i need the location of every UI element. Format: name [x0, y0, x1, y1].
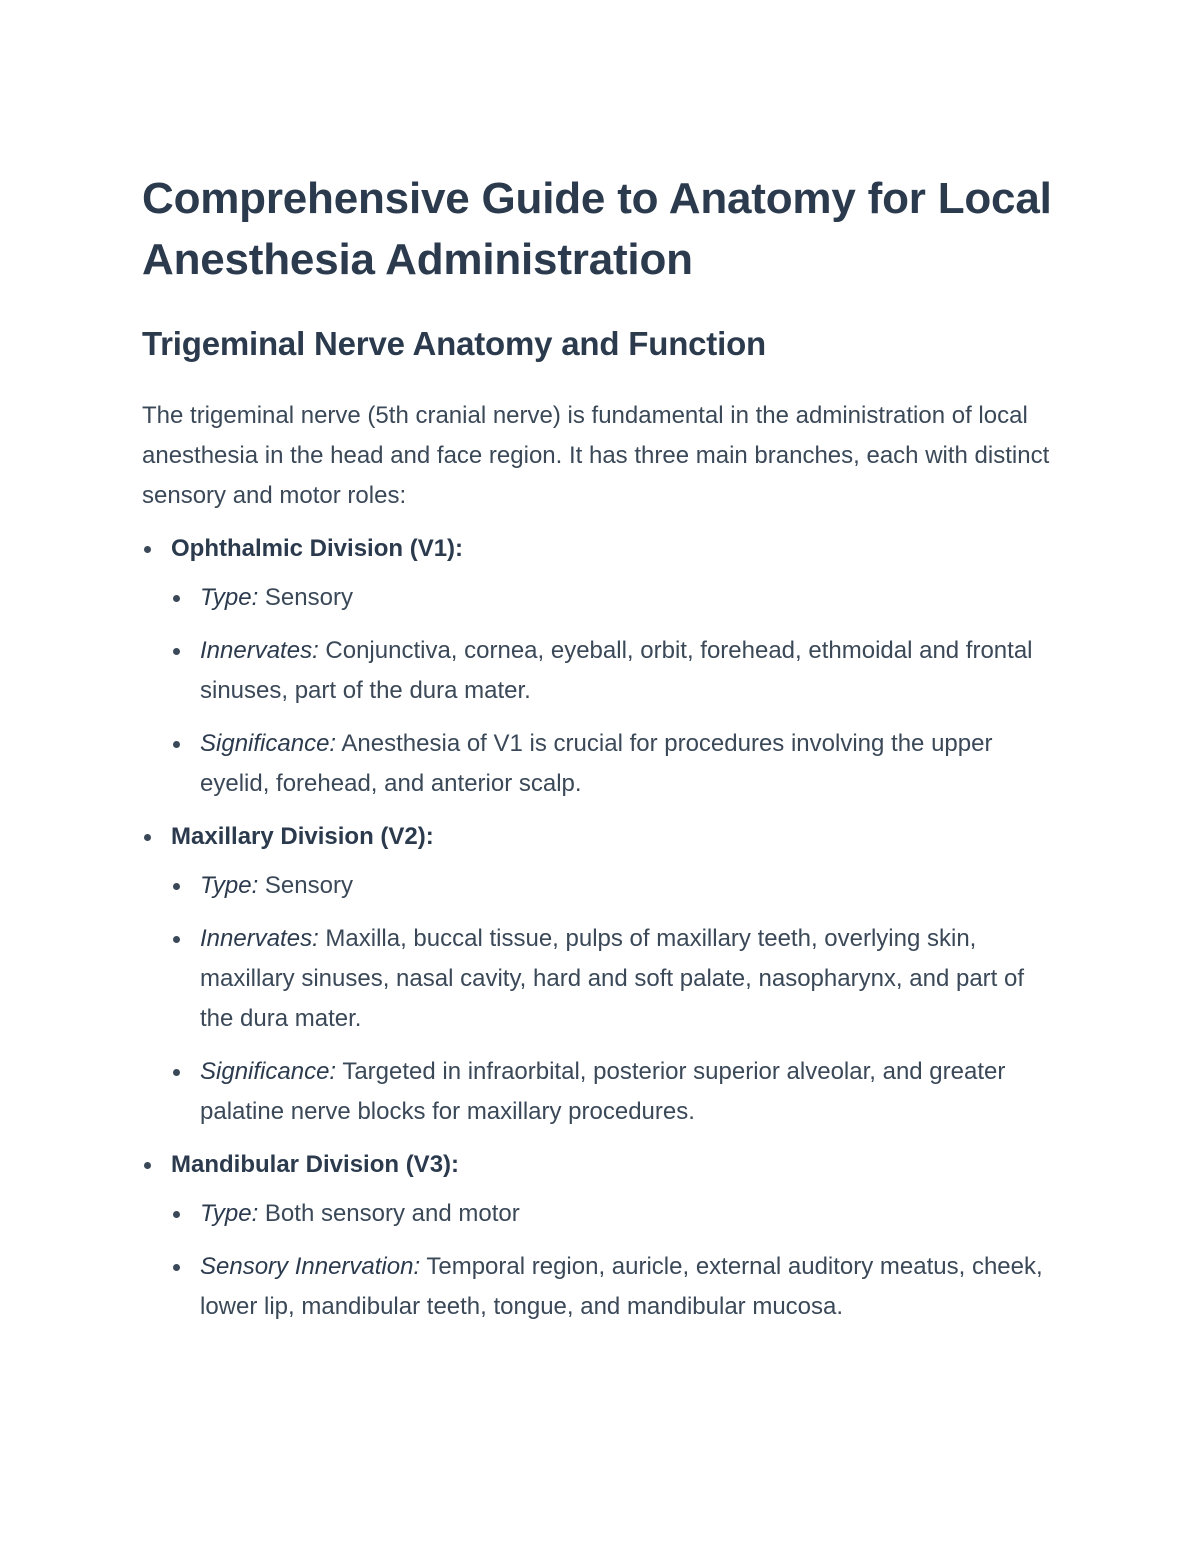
bullet-icon — [173, 1211, 180, 1218]
detail-label: Type: — [200, 1200, 259, 1227]
bullet-icon — [173, 883, 180, 890]
division-details — [171, 1194, 1062, 1327]
detail-text: Conjunctiva, cornea, eyeball, orbit, forehead, ethmoidal and frontal sinuses, part of the dura mater. — [200, 637, 1033, 704]
detail-label: Sensory Innervation: — [200, 1253, 421, 1280]
document-page — [142, 168, 1062, 1340]
division-list — [142, 529, 1062, 1327]
bullet-icon — [173, 595, 180, 602]
detail-item-type — [171, 578, 1062, 618]
division-title: Ophthalmic Division (V1): — [171, 535, 464, 562]
section-heading: Trigeminal Nerve Anatomy and Function — [142, 325, 766, 362]
bullet-icon — [173, 1264, 180, 1271]
division-item-v1 — [142, 529, 1062, 804]
detail-label: Significance: — [200, 730, 337, 757]
bullet-icon — [173, 1069, 180, 1076]
detail-item-innervates — [171, 919, 1062, 1039]
detail-label: Innervates: — [200, 925, 319, 952]
detail-item-significance — [171, 724, 1062, 804]
detail-label: Type: — [200, 872, 259, 899]
detail-text: Both sensory and motor — [264, 1200, 520, 1227]
division-title: Maxillary Division (V2): — [171, 823, 434, 850]
division-item-v3 — [142, 1145, 1062, 1327]
page-title: Comprehensive Guide to Anatomy for Local Anesthesia Administration — [142, 174, 1052, 284]
detail-text: Sensory — [264, 872, 353, 899]
detail-text: Temporal region, auricle, external auditory meatus, cheek, lower lip, mandibular teeth, tongue, and mandibular mucosa. — [200, 1253, 1043, 1320]
detail-item-innervates — [171, 631, 1062, 711]
detail-label: Significance: — [200, 1058, 337, 1085]
division-title: Mandibular Division (V3): — [171, 1151, 460, 1178]
division-details — [171, 866, 1062, 1132]
detail-label: Innervates: — [200, 637, 319, 664]
detail-item-sensory-innervation — [171, 1247, 1062, 1327]
bullet-icon — [173, 741, 180, 748]
intro-paragraph: The trigeminal nerve (5th cranial nerve) is fundamental in the administration of local anesthesia in the head and face region. It has three main branches, each with distinct sensory and motor roles: — [142, 402, 1050, 509]
bullet-icon — [173, 936, 180, 943]
bullet-icon — [173, 648, 180, 655]
detail-label: Type: — [200, 584, 259, 611]
detail-item-type — [171, 1194, 1062, 1234]
detail-text: Sensory — [264, 584, 353, 611]
bullet-icon — [144, 834, 151, 841]
division-item-v2 — [142, 817, 1062, 1132]
detail-text: Maxilla, buccal tissue, pulps of maxillary teeth, overlying skin, maxillary sinuses, nasal cavity, hard and soft palate, nasopharynx, and part of the dura mater. — [200, 925, 1025, 1032]
detail-text: Targeted in infraorbital, posterior superior alveolar, and greater palatine nerve blocks for maxillary procedures. — [200, 1058, 1006, 1125]
detail-item-type — [171, 866, 1062, 906]
bullet-icon — [144, 546, 151, 553]
detail-item-significance — [171, 1052, 1062, 1132]
detail-text: Anesthesia of V1 is crucial for procedures involving the upper eyelid, forehead, and anterior scalp. — [200, 730, 993, 797]
division-details — [171, 578, 1062, 804]
bullet-icon — [144, 1162, 151, 1169]
